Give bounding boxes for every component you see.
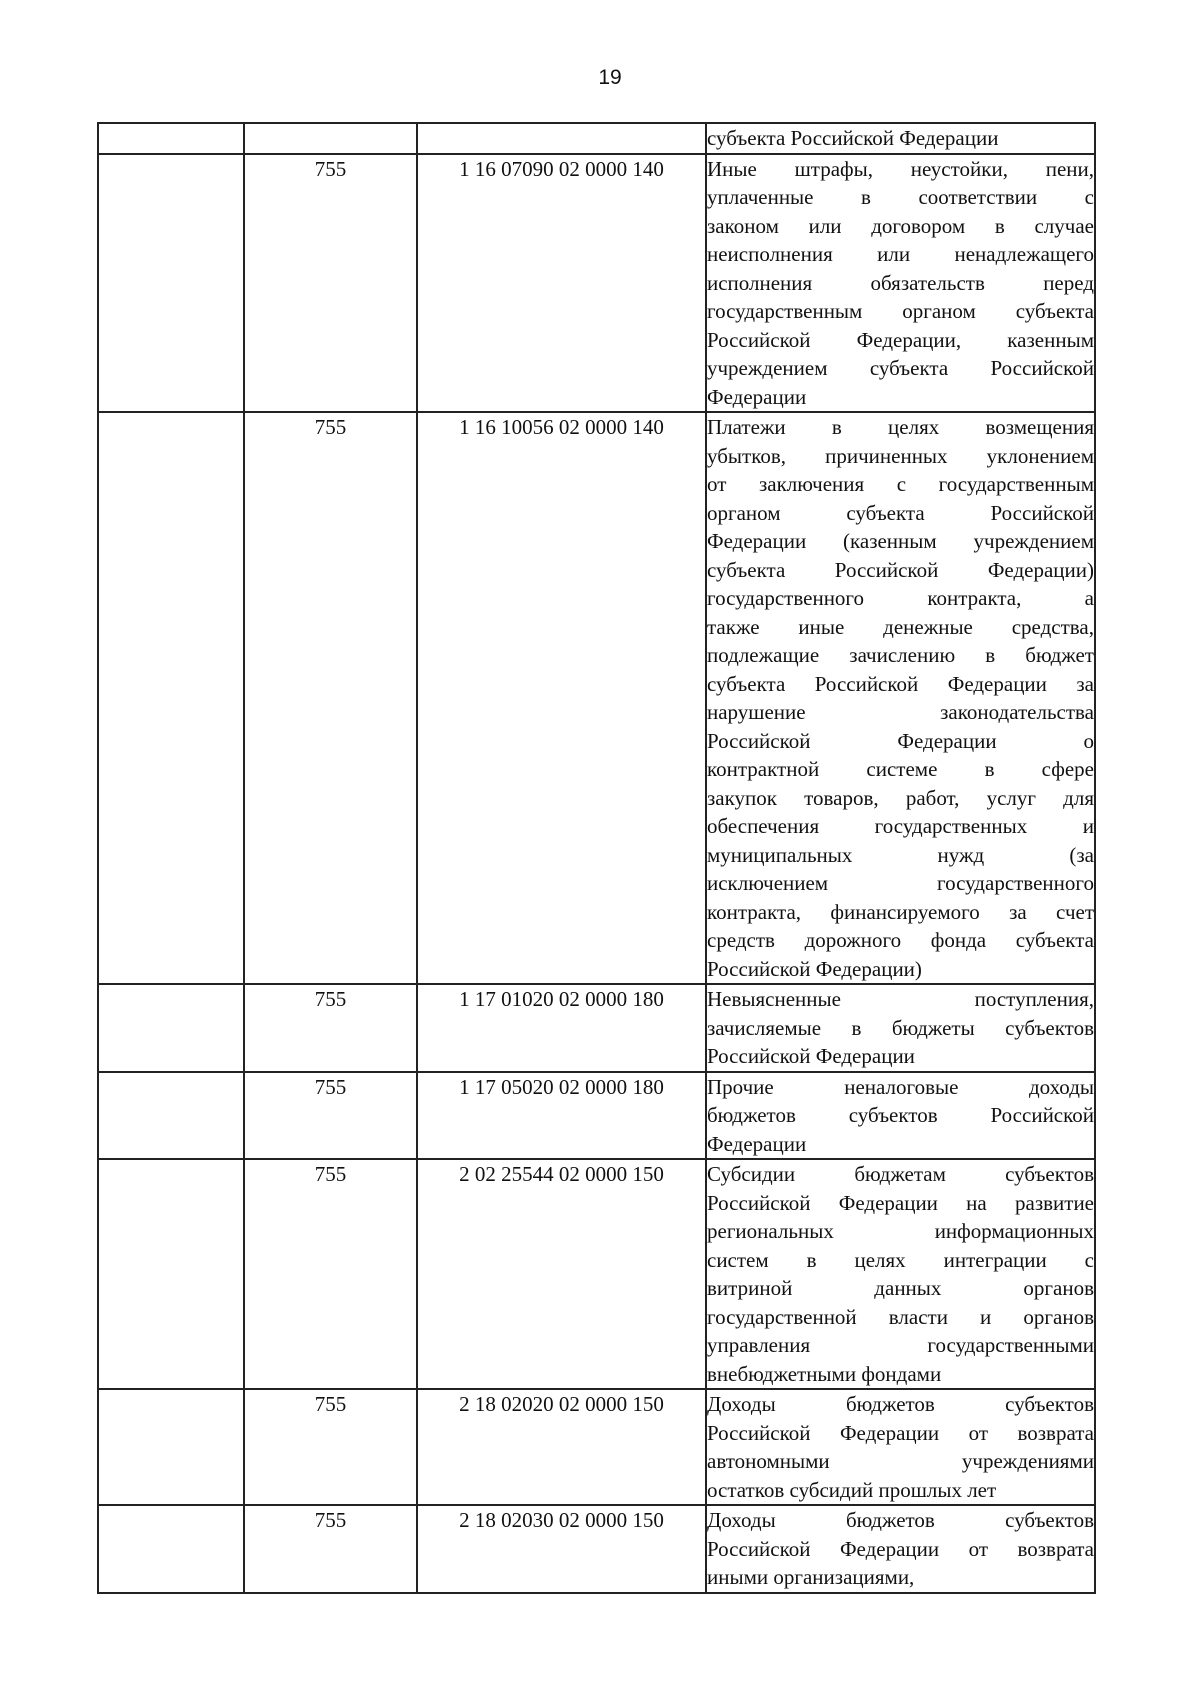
description-line: учреждением субъекта Российской	[707, 356, 1094, 380]
group-cell	[98, 1389, 244, 1505]
description-line: от заключения с государственным	[707, 472, 1094, 496]
description-line: органом субъекта Российской	[707, 500, 1094, 525]
page-number: 19	[598, 66, 622, 89]
description-line: зачисляемые в бюджеты субъектов	[707, 1015, 1094, 1040]
description-line: законом или договором в случае	[707, 213, 1094, 238]
description-line: уплаченные в соответствии с	[707, 185, 1094, 209]
description-line: иными организациями,	[707, 1565, 915, 1589]
description-line: Российской Федерации от возврата	[707, 1420, 1094, 1445]
table-row	[98, 154, 1095, 413]
revenue-description-cell	[706, 1159, 1095, 1389]
administrator-code-cell: 755	[244, 984, 417, 1072]
group-cell	[98, 1505, 244, 1593]
description-line: средств дорожного фонда субъекта	[707, 928, 1094, 952]
description-line: Российской Федерации)	[707, 956, 922, 981]
table-row	[98, 123, 1095, 154]
administrator-code-cell: 755	[244, 1389, 417, 1505]
description-line: Иные штрафы, неустойки, пени,	[707, 156, 1094, 181]
description-line: внебюджетными фондами	[707, 1361, 942, 1386]
description-line: Прочие неналоговые доходы	[707, 1074, 1094, 1099]
description-line: Российской Федерации	[707, 1044, 915, 1068]
revenue-codes-table	[97, 122, 1096, 1594]
table-row	[98, 1505, 1095, 1593]
administrator-code-cell	[244, 123, 417, 154]
description-line: Субсидии бюджетам субъектов	[707, 1162, 1094, 1186]
group-cell	[98, 123, 244, 154]
description-line: государственной власти и органов	[707, 1304, 1094, 1329]
description-line: закупок товаров, работ, услуг для	[707, 785, 1094, 810]
description-line: контракта, финансируемого за счет	[707, 899, 1094, 924]
description-line: также иные денежные средства,	[707, 614, 1094, 639]
group-cell	[98, 1072, 244, 1160]
description-line: субъекта Российской Федерации)	[707, 557, 1094, 582]
description-line: Российской Федерации о	[707, 728, 1094, 753]
description-line: государственного контракта, а	[707, 586, 1094, 610]
description-line: витриной данных органов	[707, 1276, 1094, 1300]
administrator-code-cell: 755	[244, 1072, 417, 1160]
description-line: бюджетов субъектов Российской	[707, 1103, 1094, 1127]
administrator-code-cell: 755	[244, 1505, 417, 1593]
description-line: Платежи в целях возмещения	[707, 415, 1094, 439]
description-line: Доходы бюджетов субъектов	[707, 1508, 1094, 1532]
description-line: остатков субсидий прошлых лет	[707, 1477, 997, 1502]
budget-classification-code-cell: 1 16 10056 02 0000 140	[417, 412, 706, 984]
table-row	[98, 1159, 1095, 1389]
budget-classification-code-cell: 1 17 05020 02 0000 180	[417, 1072, 706, 1160]
description-line: Российской Федерации, казенным	[707, 327, 1094, 352]
budget-classification-code-cell: 1 16 07090 02 0000 140	[417, 154, 706, 413]
budget-classification-code-cell: 2 18 02030 02 0000 150	[417, 1505, 706, 1593]
description-line: исключением государственного	[707, 871, 1094, 895]
description-line: убытков, причиненных уклонением	[707, 443, 1094, 468]
description-line: субъекта Российской Федерации за	[707, 671, 1094, 696]
revenue-description-cell	[706, 984, 1095, 1072]
description-line: обеспечения государственных и	[707, 814, 1094, 838]
description-line: Федерации	[707, 1131, 807, 1156]
description-line: неисполнения или ненадлежащего	[707, 242, 1094, 266]
table-row	[98, 412, 1095, 984]
group-cell	[98, 984, 244, 1072]
budget-classification-code-cell: 2 02 25544 02 0000 150	[417, 1159, 706, 1389]
revenue-description-cell	[706, 1072, 1095, 1160]
budget-classification-code-cell	[417, 123, 706, 154]
administrator-code-cell: 755	[244, 1159, 417, 1389]
table-row	[98, 984, 1095, 1072]
description-line: подлежащие зачислению в бюджет	[707, 643, 1094, 667]
description-line: Доходы бюджетов субъектов	[707, 1392, 1094, 1416]
revenue-description-cell	[706, 154, 1095, 413]
group-cell	[98, 412, 244, 984]
description-line: контрактной системе в сфере	[707, 757, 1094, 781]
group-cell	[98, 154, 244, 413]
budget-classification-code-cell: 1 17 01020 02 0000 180	[417, 984, 706, 1072]
table-row	[98, 1389, 1095, 1505]
description-line: региональных информационных	[707, 1219, 1094, 1243]
description-line: муниципальных нужд (за	[707, 842, 1094, 867]
description-line: Невыясненные поступления,	[707, 987, 1094, 1011]
budget-classification-code-cell: 2 18 02020 02 0000 150	[417, 1389, 706, 1505]
revenue-description-cell	[706, 1389, 1095, 1505]
description-line: субъекта Российской Федерации	[707, 126, 999, 150]
description-line: автономными учреждениями	[707, 1449, 1094, 1473]
description-line: систем в целях интеграции с	[707, 1247, 1094, 1272]
administrator-code-cell: 755	[244, 154, 417, 413]
description-line: исполнения обязательств перед	[707, 270, 1094, 295]
revenue-description-cell	[706, 412, 1095, 984]
description-line: нарушение законодательства	[707, 700, 1094, 724]
revenue-description-cell	[706, 123, 1095, 154]
table-body	[98, 123, 1095, 1593]
description-line: Федерации	[707, 384, 807, 409]
description-line: Российской Федерации от возврата	[707, 1536, 1094, 1561]
group-cell	[98, 1159, 244, 1389]
description-line: управления государственными	[707, 1333, 1094, 1357]
description-line: Российской Федерации на развитие	[707, 1190, 1094, 1215]
description-line: Федерации (казенным учреждением	[707, 529, 1094, 553]
revenue-description-cell	[706, 1505, 1095, 1593]
table-row	[98, 1072, 1095, 1160]
description-line: государственным органом субъекта	[707, 299, 1094, 323]
administrator-code-cell: 755	[244, 412, 417, 984]
